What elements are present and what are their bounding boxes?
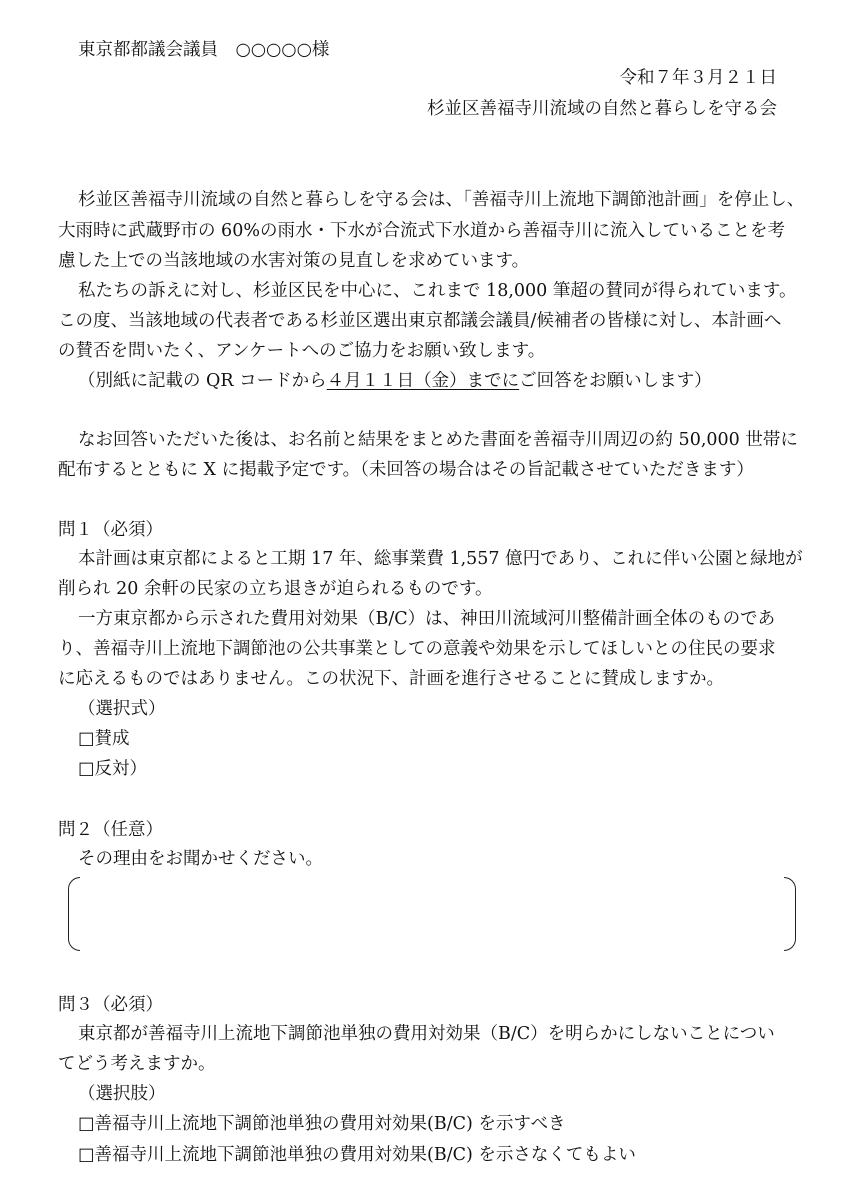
q1-title: 問１（必須） — [58, 520, 163, 540]
intro-p1-line: 杉並区善福寺川流域の自然と暮らしを守る会は、「善福寺川上流地下調節池計画」を停止し、 — [78, 190, 805, 210]
right-bracket — [784, 877, 796, 951]
intro-p1-line: 大雨時に武蔵野市の 60%の雨水・下水が合流式下水道から善福寺川に流入していることを考 — [58, 221, 785, 241]
q1-body-line: 本計画は東京都によると工期 17 年、総事業費 1,557 億円であり、これに伴い公園と緑地が — [78, 549, 803, 569]
addressee: 東京都都議会議員 ○○○○○様 — [78, 40, 330, 60]
q3-option-should-show[interactable]: □善福寺川上流地下調節池単独の費用対効果(B/C) を示すべき — [78, 1114, 566, 1134]
publication-line: なお回答いただいた後は、お名前と結果をまとめた書面を善福寺川周辺の約 50,000 世帯に — [78, 430, 798, 450]
intro-p2-line: 私たちの訴えに対し、杉並区民を中心に、これまで 18,000 筆超の賛同が得られています。 — [78, 281, 797, 301]
q3-body-line: 東京都が善福寺川上流地下調節池単独の費用対効果（B/C）を明らかにしないことについ — [78, 1024, 775, 1044]
q1-format: （選択式） — [78, 699, 166, 719]
date: 令和７年３月２１日 — [619, 68, 777, 88]
left-bracket — [68, 877, 80, 951]
q2-title: 問２（任意） — [58, 820, 163, 840]
q1-option-oppose[interactable]: □反対） — [78, 759, 148, 779]
q3-format: （選択肢） — [78, 1084, 166, 1104]
sender-organization: 杉並区善福寺川流域の自然と暮らしを守る会 — [427, 99, 777, 119]
q3-body-line: てどう考えますか。 — [58, 1054, 216, 1074]
q3-title: 問３（必須） — [58, 995, 163, 1015]
q3-option-need-not-show[interactable]: □善福寺川上流地下調節池単独の費用対効果(B/C) を示さなくてもよい — [78, 1145, 636, 1165]
intro-p2-line: の賛否を問いたく、アンケートへのご協力をお願い致します。 — [58, 341, 546, 361]
response-deadline: ４月１１日（金）までに — [326, 371, 520, 391]
response-note-prefix: （別紙に記載の QR コードから — [78, 371, 327, 391]
response-note-suffix: ご回答をお願いします） — [519, 371, 712, 391]
q2-prompt: その理由をお聞かせください。 — [78, 849, 323, 869]
intro-p2-line: この度、当該地域の代表者である杉並区選出東京都議会議員/候補者の皆様に対し、本計画へ — [58, 311, 782, 331]
publication-line: 配布するとともに X に掲載予定です。（未回答の場合はその旨記載させていただきます） — [58, 460, 754, 480]
intro-p1-line: 慮した上での当該地域の水害対策の見直しを求めています。 — [58, 251, 530, 271]
q1-body-line: 一方東京都から示された費用対効果（B/C）は、神田川流域河川整備計画全体のものであ — [78, 609, 776, 629]
q1-body-line: に応えるものではありません。この状況下、計画を進行させることに賛成しますか。 — [58, 669, 725, 689]
response-note — [78, 369, 712, 393]
q1-option-approve[interactable]: □賛成 — [78, 729, 130, 749]
q1-body-line: 削られ 20 余軒の民家の立ち退きが迫られるものです。 — [58, 579, 493, 599]
q1-body-line: り、善福寺川上流地下調節池の公共事業としての意義や効果を示してほしいとの住民の要求 — [58, 639, 776, 659]
